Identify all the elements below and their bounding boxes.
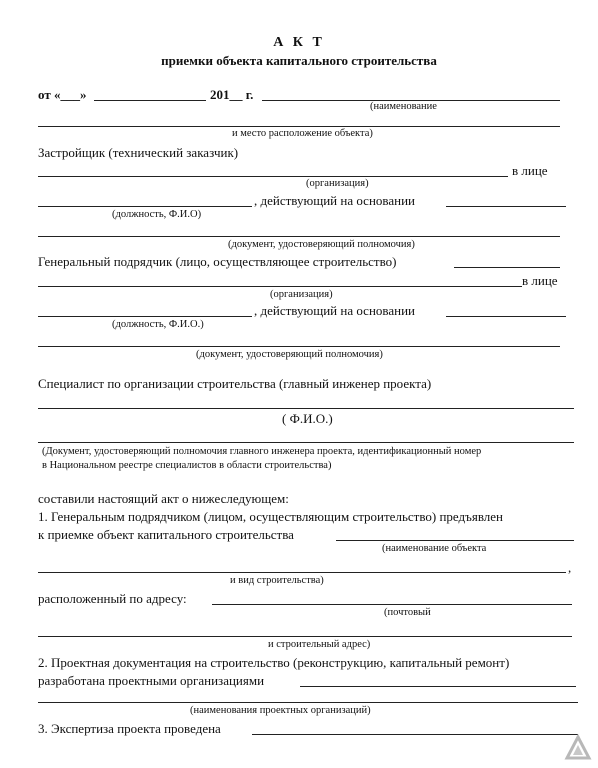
object-name-fill-line bbox=[336, 540, 574, 541]
design-orgs-line bbox=[300, 686, 576, 687]
developer-position-line bbox=[38, 206, 252, 207]
construction-address-line bbox=[38, 636, 572, 637]
address-line bbox=[212, 604, 572, 605]
document-subtitle: приемки объекта капитального строительства bbox=[161, 53, 437, 68]
developer-org-line bbox=[38, 176, 508, 177]
hint-construction-address: и строительный адрес) bbox=[268, 639, 371, 650]
specialist-document-line bbox=[38, 442, 574, 443]
hint-fio: ( Ф.И.О.) bbox=[282, 411, 333, 426]
specialist-label: Специалист по организации строительства (главный инженер проекта) bbox=[38, 376, 432, 391]
specialist-name-line bbox=[38, 408, 574, 409]
construction-type-line bbox=[38, 572, 566, 573]
object-location-line bbox=[38, 126, 560, 127]
item3: 3. Экспертиза проекта проведена bbox=[38, 721, 221, 736]
developer-basis-line bbox=[446, 206, 566, 207]
expertise-line bbox=[252, 734, 578, 735]
hint-organization: (организация) bbox=[306, 178, 369, 189]
design-orgs-line-2 bbox=[38, 702, 578, 703]
contractor-position-line bbox=[38, 316, 252, 317]
hint-postal: (почтовый bbox=[384, 607, 431, 618]
general-contractor-label: Генеральный подрядчик (лицо, осуществляющее строительство) bbox=[38, 254, 397, 269]
hint-location: и место расположение объекта) bbox=[232, 128, 373, 139]
general-contractor-line bbox=[454, 267, 560, 268]
developer-acting-basis: , действующий на основании bbox=[254, 193, 416, 208]
item1-line1: 1. Генеральным подрядчиком (лицом, осуществляющим строительство) предъявлен bbox=[38, 509, 504, 524]
corner-logo-icon bbox=[564, 734, 592, 762]
contractor-org-line bbox=[38, 286, 522, 287]
contractor-in-person: в лице bbox=[522, 273, 558, 288]
developer-in-person: в лице bbox=[512, 163, 548, 178]
specialist-document-hint-1: (Документ, удостоверяющий полномочия главного инженера проекта, идентификационный номер bbox=[42, 446, 482, 457]
hint-position-fio: (должность, Ф.И.О) bbox=[112, 209, 202, 220]
contractor-acting-basis: , действующий на основании bbox=[254, 303, 416, 318]
hint-authority-document: (документ, удостоверяющий полномочия) bbox=[228, 239, 415, 250]
hint-authority-document: (документ, удостоверяющий полномочия) bbox=[196, 349, 383, 360]
hint-object-name: (наименование объекта bbox=[382, 543, 487, 554]
date-line bbox=[94, 100, 206, 101]
compiled-statement: составили настоящий акт о нижеследующем: bbox=[38, 491, 289, 506]
item1-line2: к приемке объект капитального строительства bbox=[38, 527, 294, 542]
contractor-basis-line bbox=[446, 316, 566, 317]
developer-document-line bbox=[38, 236, 560, 237]
hint-design-orgs: (наименования проектных организаций) bbox=[190, 705, 371, 716]
item2-line1: 2. Проектная документация на строительство (реконструкцию, капитальный ремонт) bbox=[38, 655, 510, 670]
specialist-document-hint-2: в Национальном реестре специалистов в области строительства) bbox=[42, 460, 332, 471]
contractor-document-line bbox=[38, 346, 560, 347]
date-year: 201__ г. bbox=[210, 87, 254, 102]
developer-label: Застройщик (технический заказчик) bbox=[38, 145, 239, 160]
comma: , bbox=[568, 560, 572, 575]
document-title: А К Т bbox=[273, 35, 325, 50]
hint-organization: (организация) bbox=[270, 289, 333, 300]
hint-construction-type: и вид строительства) bbox=[230, 575, 324, 586]
date-prefix: от «___» bbox=[38, 87, 87, 102]
located-at-label: расположенный по адресу: bbox=[38, 591, 187, 606]
item2-line2: разработана проектными организациями bbox=[38, 673, 265, 688]
hint-name: (наименование bbox=[370, 101, 437, 112]
hint-position-fio: (должность, Ф.И.О.) bbox=[112, 319, 204, 330]
